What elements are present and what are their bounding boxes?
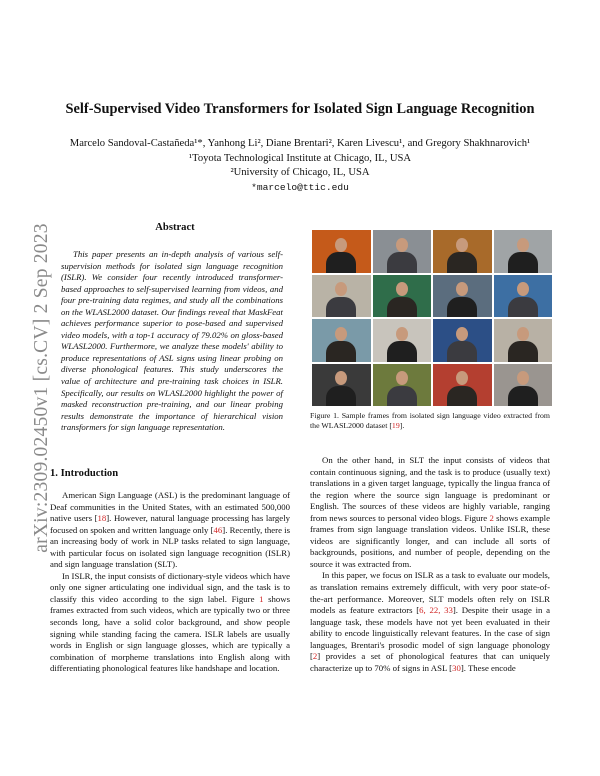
signer-torso xyxy=(326,297,356,317)
sample-frame-image xyxy=(433,364,492,407)
sample-frame-image xyxy=(373,230,432,273)
intro-paragraph-1: American Sign Language (ASL) is the predominant language of Deaf communities in the United States, with an estimated 500,000 native users [18]. However, natural language processing has largely focused on spoken and written language only [46]. Recently, there is an increasing body of work in NLP tasks related to sign language, with particular focus on isolated sign language recognition (ISLR) and sign language translation (SLT). xyxy=(50,490,291,570)
citation-link[interactable]: 30 xyxy=(452,662,461,673)
signer-torso xyxy=(508,252,538,272)
signer-torso xyxy=(447,252,477,272)
signer-torso xyxy=(387,252,417,272)
signer-torso xyxy=(447,386,477,406)
signer-head xyxy=(396,282,408,296)
sample-frame-image xyxy=(433,319,492,362)
sample-frames-figure xyxy=(312,230,552,406)
sample-frame-image xyxy=(312,319,371,362)
arxiv-stamp: arXiv:2309.02450v1 [cs.CV] 2 Sep 2023 xyxy=(31,223,52,553)
sample-frame-image xyxy=(494,275,553,318)
figure-caption: Figure 1. Sample frames from isolated sign language video extracted from the WLASL2000 dataset [19]. xyxy=(310,411,550,431)
intro-paragraph-4: In this paper, we focus on ISLR as a task to evaluate our models, as translation remains extremely difficult, with very poor state-of-the-art performance. Moreover, SLT models often rely on ISLR models as feature extractors [6, 22, 33]. Despite their usage in a language task, these models have not yet been evaluated in their ability to encode linguistically relevant features. In the case of sign languages, Brentari's prosodic model of sign language phonology [2] provides a set of phonological features that can uniquely characterize up to 70% of signs in ASL [30]. These encode xyxy=(310,570,551,673)
paper-title: Self-Supervised Video Transformers for Isolated Sign Language Recognition xyxy=(65,101,535,117)
sample-frame-image xyxy=(494,230,553,273)
affiliation-uchicago: ²University of Chicago, IL, USA xyxy=(230,167,370,178)
sample-frame-image xyxy=(312,275,371,318)
figure-ref-link[interactable]: 1 xyxy=(259,593,264,604)
author-block xyxy=(20,137,580,195)
intro-paragraph-3: On the other hand, in SLT the input consists of videos that contain continuous signing, and the task is to produce (usually text) translations in a given target language, typically the lingua franca of the region where the source sign language is predominant or English. The sources of these videos are highly variable, ranging from news sources to personal video blogs. Figure 2 shows example frames from sign language translation videos. Unlike ISLR, these videos are significantly longer, and can include all sorts of backgrounds, positions, and number of people, depending on the source it was extracted from. xyxy=(310,455,550,569)
signer-head xyxy=(517,282,529,296)
signer-torso xyxy=(508,297,538,317)
signer-torso xyxy=(387,297,417,317)
signer-head xyxy=(396,238,408,252)
signer-head xyxy=(335,282,347,296)
signer-torso xyxy=(508,341,538,361)
sample-frame-image xyxy=(494,319,553,362)
signer-head xyxy=(396,371,408,385)
citation-link[interactable]: 6, 22, 33 xyxy=(419,605,453,616)
signer-torso xyxy=(387,341,417,361)
signer-head xyxy=(517,327,529,341)
sample-frame-image xyxy=(433,275,492,318)
sample-frame-image xyxy=(312,230,371,273)
signer-head xyxy=(456,282,468,296)
citation-link[interactable]: 46 xyxy=(213,524,223,535)
figure-ref-link[interactable]: 2 xyxy=(489,512,494,523)
affiliation-ttic: ¹Toyota Technological Institute at Chicago, IL, USA xyxy=(188,152,412,164)
signer-torso xyxy=(387,386,417,406)
signer-head xyxy=(456,371,468,385)
right-column-body xyxy=(310,455,550,674)
citation-link[interactable]: 18 xyxy=(97,513,107,524)
signer-head xyxy=(335,327,347,341)
signer-head xyxy=(396,327,408,341)
citation-link[interactable]: 2 xyxy=(312,651,318,662)
sample-frame-image xyxy=(373,364,432,407)
signer-head xyxy=(456,238,468,252)
abstract-text xyxy=(61,249,283,434)
abstract-heading: Abstract xyxy=(155,222,195,233)
sample-frame-image xyxy=(373,275,432,318)
signer-head xyxy=(456,327,468,341)
signer-torso xyxy=(508,386,538,406)
author-email: *marcelo@ttic.edu xyxy=(251,181,349,193)
signer-head xyxy=(335,371,347,385)
signer-torso xyxy=(447,341,477,361)
signer-head xyxy=(335,238,347,252)
section-heading-introduction: 1. Introduction xyxy=(50,468,119,479)
sample-frame-image xyxy=(494,364,553,407)
signer-head xyxy=(517,371,529,385)
sample-frame-image xyxy=(312,364,371,407)
intro-paragraph-2: In ISLR, the input consists of dictionary-style videos which have only one signer articulating one individual sign, and the task is to classify this video according to the sign label. Figure 1 shows frames extracted from such videos, which are typically two or three seconds long, have a solid color background, and show people signing while standing facing the camera. ISLR labels are usually words in English or sign language glosses, which are typically a combination of morpheme translations into English along with differentiating phonological features like handshape and location. xyxy=(50,570,290,674)
sample-frame-image xyxy=(433,230,492,273)
authors-line: Marcelo Sandoval-Castañeda¹*, Yanhong Li², Diane Brentari², Karen Livescu¹, and Gregory Shakhnarovich¹ xyxy=(69,138,531,149)
signer-torso xyxy=(447,297,477,317)
left-column-body xyxy=(50,490,290,675)
abstract-paragraph: This paper presents an in-depth analysis of various self-supervision methods for isolated sign language recognition (ISLR). We consider four recently introduced transformer-based approaches to self-supervised learning from videos, and four pre-training data regimes, and study all the combinations on the WLASL2000 dataset. Our findings reveal that MaskFeat achieves performance superior to pose-based and supervised video models, with a top-1 accuracy of 79.02% on gloss-based WLASL2000. Furthermore, we analyze these models' ability to produce representations of ASL signs using linear probing on diverse phonological features. This study underscores the value of architecture and pre-training task choices in ISLR. Specifically, our results on WLASL2000 highlight the power of masked reconstruction pre-training, and our linear probing results demonstrate the importance of hierarchical vision transformers for sign language representation. xyxy=(61,249,283,433)
signer-torso xyxy=(326,252,356,272)
citation-link[interactable]: 19 xyxy=(391,421,400,431)
sample-frame-image xyxy=(373,319,432,362)
signer-torso xyxy=(326,341,356,361)
signer-torso xyxy=(326,386,356,406)
signer-head xyxy=(517,238,529,252)
